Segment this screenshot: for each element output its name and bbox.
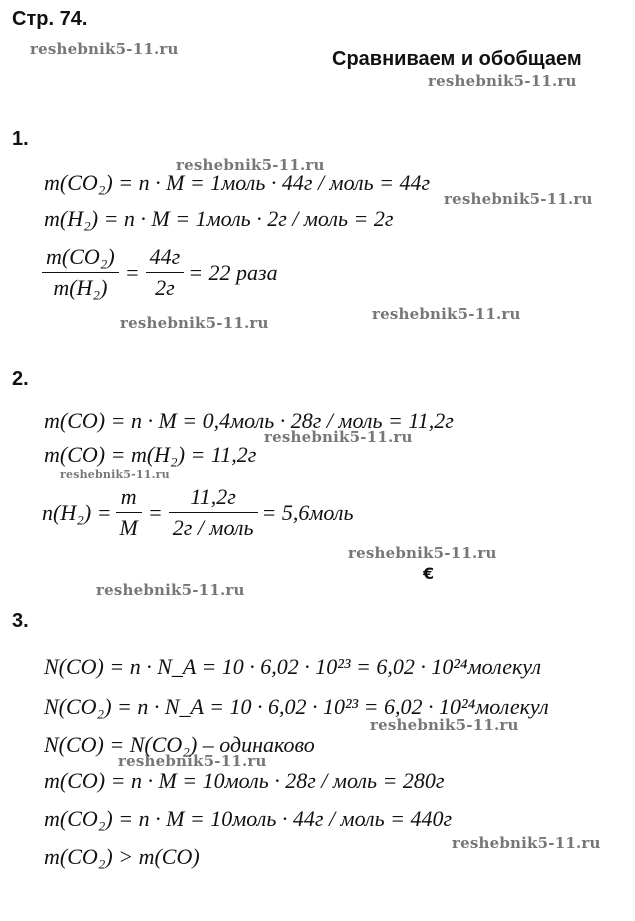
ratio-equation — [42, 244, 278, 301]
denominator: m(H₂) — [42, 272, 119, 301]
stray-mark: € — [423, 564, 435, 583]
result: = 22 раза — [188, 259, 278, 285]
equation: m(CO) = m(H₂) = 11,2г — [44, 442, 257, 467]
watermark: reshebnik5-11.ru — [348, 544, 497, 562]
task-number: 3. — [12, 610, 29, 632]
numerator: 11,2г — [190, 484, 236, 509]
ratio-equation — [42, 484, 353, 541]
result: = 5,6моль — [261, 499, 354, 525]
fraction — [42, 244, 119, 301]
fraction — [146, 244, 185, 301]
denominator: M — [116, 512, 142, 541]
denominator: 2г — [146, 272, 185, 301]
fraction — [116, 484, 142, 541]
equals-sign: = — [124, 259, 140, 285]
watermark: reshebnik5-11.ru — [120, 314, 269, 332]
task-number: 1. — [12, 128, 29, 150]
watermark: reshebnik5-11.ru — [176, 156, 325, 174]
watermark: reshebnik5-11.ru — [444, 190, 593, 208]
equation: m(CO₂) = n · M = 1моль · 44г / моль = 44г — [44, 170, 431, 195]
equals-sign: = — [147, 499, 163, 525]
numerator: m(CO₂) — [46, 244, 115, 269]
watermark: reshebnik5-11.ru — [428, 72, 577, 90]
watermark: reshebnik5-11.ru — [264, 428, 413, 446]
watermark: reshebnik5-11.ru — [372, 305, 521, 323]
equation: N(CO₂) = n · N_A = 10 · 6,02 · 10²³ = 6,02 · 10²⁴молекул — [44, 694, 549, 719]
equation: m(CO₂) = n · M = 10моль · 44г / моль = 440г — [44, 806, 453, 831]
equation: m(CO₂) > m(CO) — [44, 844, 200, 869]
equation: m(CO) = n · M = 0,4моль · 28г / моль = 11,2г — [44, 408, 454, 433]
section-title: Сравниваем и обобщаем — [332, 48, 582, 70]
equation: m(CO) = n · M = 10моль · 28г / моль = 280г — [44, 768, 445, 793]
lhs: n(H₂) = — [42, 499, 112, 525]
watermark: reshebnik5-11.ru — [96, 581, 245, 599]
watermark: reshebnik5-11.ru — [370, 716, 519, 734]
watermark: reshebnik5-11.ru — [30, 40, 179, 58]
page-label: Стр. 74. — [12, 8, 88, 30]
watermark: reshebnik5-11.ru — [60, 468, 170, 481]
watermark: reshebnik5-11.ru — [452, 834, 601, 852]
denominator: 2г / моль — [169, 512, 258, 541]
numerator: 44г — [149, 244, 181, 269]
numerator: m — [120, 484, 137, 509]
fraction — [169, 484, 258, 541]
equation: N(CO) = N(CO₂) – одинаково — [44, 732, 315, 757]
equation: m(H₂) = n · M = 1моль · 2г / моль = 2г — [44, 206, 394, 231]
task-number: 2. — [12, 368, 29, 390]
equation: N(CO) = n · N_A = 10 · 6,02 · 10²³ = 6,02 · 10²⁴молекул — [44, 654, 542, 679]
watermark: reshebnik5-11.ru — [118, 752, 267, 770]
